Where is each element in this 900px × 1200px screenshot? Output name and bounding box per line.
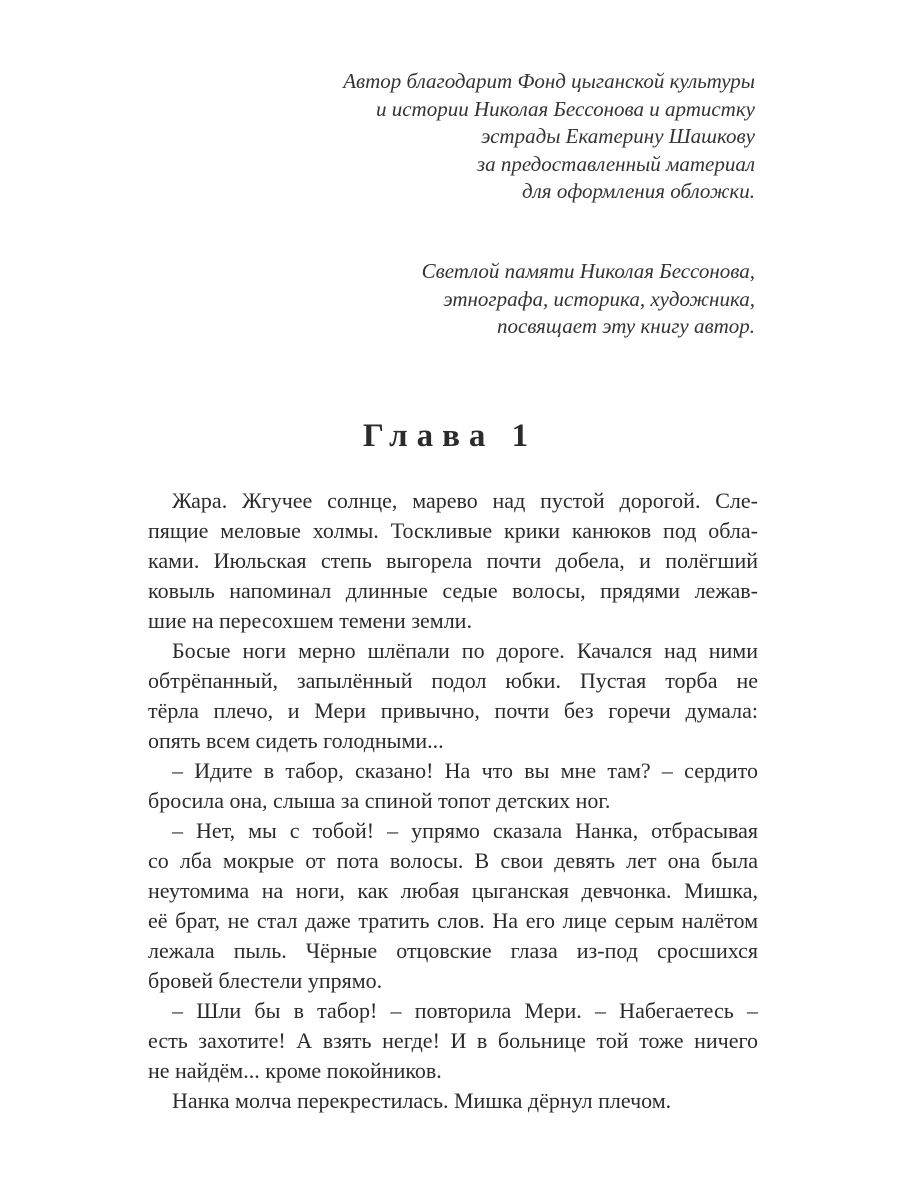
dedication [422,258,755,341]
dedication-line: посвящает эту книгу автор. [497,314,755,338]
body-line: бровей блестели упрямо. [148,968,383,993]
body-line: пящие меловые холмы. Тоскливые крики канюков под обла- [148,518,758,543]
acknowledgement-line: Автор благодарит Фонд цыганской культуры [343,69,755,93]
body-line: Жара. Жгучее солнце, марево над пустой дорогой. Сле- [172,488,758,513]
dedication-line: этнографа, историка, художника, [443,286,755,311]
acknowledgement-line: эстрады Екатерину Шашкову [481,124,755,148]
body-line: неутомима на ноги, как любая цыганская девчонка. Мишка, [148,878,758,903]
body-line: есть захотите! А взять негде! И в больнице той тоже ничего [148,1028,758,1053]
acknowledgement-line: и истории Николая Бессонова и артистку [375,96,755,121]
dedication-line: Светлой памяти Николая Бессонова, [421,259,755,283]
body-line: – Идите в табор, сказано! На что вы мне там? – сердито [172,758,758,783]
body-line: опять всем сидеть голодными... [148,728,444,753]
chapter-title: Глава 1 [362,418,538,454]
body-line: ковыль напоминал длинные седые волосы, прядями лежав- [148,578,758,603]
acknowledgement-line: за предоставленный материал [476,151,755,176]
body-line: шие на пересохшем темени земли. [148,608,472,633]
body-line: со лба мокрые от пота волосы. В свои девять лет она была [148,848,758,873]
acknowledgement-line: для оформления обложки. [522,179,755,203]
body-line: Босые ноги мерно шлёпали по дороге. Качался над ними [172,638,758,663]
body-line: её брат, не стал даже тратить слов. На его лице серым налётом [148,908,758,933]
body-line: тёрла плечо, и Мери привычно, почти без горечи думала: [148,698,758,723]
body-line: Нанка молча перекрестилась. Мишка дёрнул плечом. [172,1088,672,1113]
body-line: ками. Июльская степь выгорела почти добела, и полёгший [148,548,758,573]
body-line: бросила она, слыша за спиной топот детских ног. [148,788,611,813]
body-line: обтрёпанный, запылённый подол юбки. Пустая торба не [148,668,758,693]
body-line: лежала пыль. Чёрные отцовские глаза из-под сросшихся [148,938,758,963]
chapter-body [148,486,758,1116]
acknowledgement [343,68,755,206]
body-line: – Шли бы в табор! – повторила Мери. – Набегаетесь – [172,998,758,1023]
body-line: – Нет, мы с тобой! – упрямо сказала Нанка, отбрасывая [172,818,758,843]
body-line: не найдём... кроме покойников. [148,1058,442,1083]
